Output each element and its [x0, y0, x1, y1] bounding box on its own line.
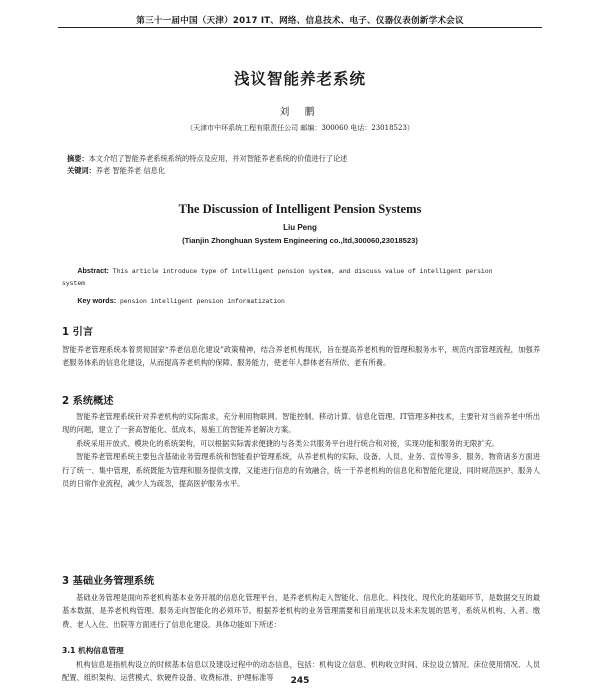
abstract-en [62, 265, 540, 290]
paragraph: 智能养老管理系统主要包含基础业务管理系统和智能看护管理系统，从养老机构的实际，设备、人员、业务、宣传等多、服务、物资诸多方面进行了统一、集中管理，系统既能为管理和服务提供支撑，又能进行信息的有效融合，统一于养老机构的信息化和智能化建设，同时规范医护、服务人员的日常作业流程，减少人为疏忽，提高医护服务水平。 [62, 452, 540, 489]
abstract-en-label: Abstract: [77, 266, 109, 275]
header-rule [58, 27, 542, 28]
abstract-en-block [62, 265, 540, 308]
affiliation-en: (Tianjin Zhonghuan System Engineering co.,ltd,300060,23018523) [182, 236, 418, 245]
page-number: 245 [290, 676, 310, 686]
abstract-cn-block [67, 153, 537, 176]
title-en: The Discussion of Intelligent Pension Systems [178, 202, 422, 216]
keywords-en [62, 295, 540, 308]
keywords-cn-text: 养老 智能养老 信息化 [95, 165, 166, 175]
paragraph: 智能养老管理系统本着贯彻国家“养老信息化建设”政策精神，结合养老机构现状，旨在提高养老机构的管理和服务水平，规范内部管理流程，加强养老服务体系的信息化建设，从而提高养老机构的保障、服务能力，使老年人群体老有所依、老有所養。 [62, 345, 540, 368]
abstract-cn [67, 153, 537, 165]
section-2-heading: 2 系统概述 [62, 396, 114, 407]
keywords-cn [67, 165, 537, 177]
author-en: Liu Peng [283, 223, 317, 232]
abstract-cn-text: 本文介绍了智能养老系统系统的特点及应用，并对智能养老系统的价值进行了论述 [88, 154, 348, 163]
conference-header: 第三十一届中国（天津）2017 IT、网络、信息技术、电子、仪器仪表创新学术会议 [136, 16, 464, 26]
section-1-body [62, 343, 540, 370]
author-cn: 刘 鹏 [279, 107, 321, 118]
affiliation-cn: （天津市中环系统工程有限责任公司 邮编：300060 电话：23018523） [186, 124, 414, 132]
abstract-en-continuation: system [62, 280, 86, 287]
paragraph: 智能养老管理系统针对养老机构的实际需求，充分利用物联网、智能控制、移动计算、信息化管理、IT管理多种技术，主要针对当前养老中所出现的问题，建立了一套高智能化、低成本，易施工的智能养老解决方案。 [62, 412, 540, 435]
title-cn: 浅议智能养老系统 [233, 70, 366, 88]
keywords-en-text: pension intelligent pension informatization [119, 298, 285, 305]
section-1-heading: 1 引言 [62, 327, 94, 338]
abstract-en-text: This article introduce type of intelligent pension system, and discuss value of intelligent persion [112, 268, 493, 275]
abstract-cn-label: 摘要： [67, 154, 89, 163]
section-3-heading: 3 基础业务管理系统 [62, 576, 155, 587]
paragraph: 机构信息是指机构设立的时候基本信息以及建设过程中的动态信息，包括：机构设立信息、机构收立时间、床位设立情况、床位使用情况、人员配置、组织架构、运营模式、软硬件设备、收费标准、护理标准等 [62, 660, 540, 683]
section-2-body [62, 410, 540, 490]
keywords-cn-label: 关键词： [67, 165, 96, 175]
paragraph: 基础业务管理是面向养老机构基本业务开展的信息化管理平台，是养老机构走入智能化、信息化、科技化、现代化的基础环节，是数据交互的最基本数据，是养老机构管理、服务走向智能化的必须环节。根据养老机构的业务管理需要和目前现状以及未来发展的思考，系统从机构、入者、缴费、老人入住、出院等方面进行了信息化建设。具体功能如下所述： [62, 593, 540, 629]
section-3-body [62, 591, 540, 631]
paragraph: 系统采用开放式、模块化的系统架构，可以根据实际需求便捷的与各类公共服务平台进行统合和对接，实现功能和服务的无限扩充。 [76, 438, 500, 448]
section-3-1-heading: 3.1 机构信息管理 [62, 646, 124, 655]
keywords-en-label: Key words: [77, 296, 117, 305]
